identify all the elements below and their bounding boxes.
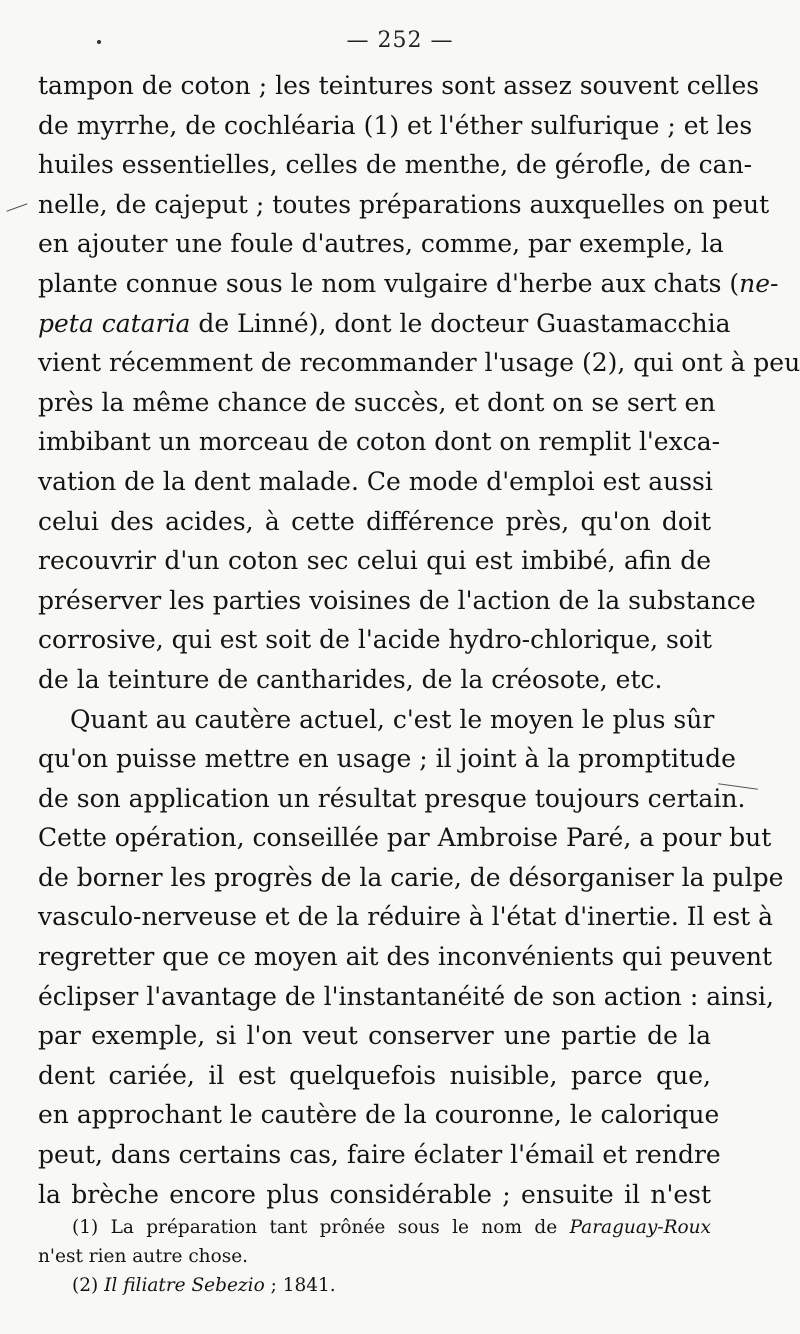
text-line: par exemple, si l'on veut conserver une partie de la — [38, 1021, 711, 1051]
text-line: près la même chance de succès, et dont on se sert en — [38, 387, 716, 417]
text-line: de myrrhe, de cochléaria (1) et l'éther sulfurique ; et les — [38, 110, 753, 140]
text-line: de son application un résultat presque toujours certain. — [38, 783, 746, 813]
text-line: qu'on puisse mettre en usage ; il joint à la promptitude — [38, 744, 736, 774]
text-line: la brèche encore plus considérable ; ensuite il n'est — [38, 1179, 711, 1209]
body-text — [38, 66, 800, 1214]
text-line: imbibant un morceau de coton dont on remplit l'exca- — [38, 427, 721, 457]
footnote-1-italic: Paraguay-Roux — [569, 1217, 711, 1238]
text-line: plante connue sous le nom vulgaire d'herbe aux chats (ne- — [38, 268, 779, 298]
footnotes — [38, 1213, 711, 1300]
text-line: peut, dans certains cas, faire éclater l'émail et rendre — [38, 1140, 721, 1170]
text-line: dent cariée, il est quelquefois nuisible, parce que, — [38, 1060, 711, 1090]
text-line: Cette opération, conseillée par Ambroise Paré, a pour but — [38, 823, 772, 853]
footnote-2-prefix: (2) — [72, 1275, 105, 1296]
footnote-1-continuation: n'est rien autre chose. — [38, 1246, 249, 1267]
paragraph-start-line: Quant au cautère actuel, c'est le moyen le plus sûr — [70, 704, 715, 734]
text-line: huiles essentielles, celles de menthe, de gérofle, de can- — [38, 150, 753, 180]
text-line: de borner les progrès de la carie, de désorganiser la pulpe — [38, 862, 784, 892]
margin-pen-mark — [6, 203, 27, 211]
text-line: préserver les parties voisines de l'action de la substance — [38, 585, 756, 615]
paragraph-end-line: de la teinture de cantharides, de la créosote, etc. — [38, 664, 663, 694]
latin-name: peta cataria — [38, 308, 191, 338]
footnote-2-italic: Il filiatre Sebezio — [104, 1275, 265, 1296]
text-line: corrosive, qui est soit de l'acide hydro-chlorique, soit — [38, 625, 712, 655]
text-line: vasculo-nerveuse et de la réduire à l'état d'inertie. Il est à — [38, 902, 774, 932]
text-line: celui des acides, à cette différence près, qu'on doit — [38, 506, 711, 536]
text-line: peta cataria de Linné), dont le docteur Guastamacchia — [38, 308, 731, 338]
page-number: — 252 — — [346, 28, 454, 53]
footnote-1-text: (1) La préparation tant prônée sous le nom de — [72, 1217, 570, 1238]
footnote-1 — [38, 1213, 711, 1242]
text-line: recouvrir d'un coton sec celui qui est imbibé, afin de — [38, 546, 711, 576]
text-line: vation de la dent malade. Ce mode d'emploi est aussi — [38, 466, 713, 496]
text-line: regretter que ce moyen ait des inconvénients qui peuvent — [38, 942, 773, 972]
text-line: éclipser l'avantage de l'instantanéité de son action : ainsi, — [38, 981, 774, 1011]
text-line: en approchant le cautère de la couronne, le calorique — [38, 1100, 720, 1130]
footnote-2-suffix: ; 1841. — [264, 1275, 336, 1296]
text-line: nelle, de cajeput ; toutes préparations auxquelles on peut — [38, 189, 770, 219]
footnote-2 — [38, 1271, 711, 1300]
text-line: en ajouter une foule d'autres, comme, par exemple, la — [38, 229, 724, 259]
latin-name: ne- — [739, 268, 779, 298]
text-line: tampon de coton ; les teintures sont assez souvent celles — [38, 71, 760, 100]
text-line: vient récemment de recommander l'usage (2), qui ont à peu — [38, 348, 800, 378]
